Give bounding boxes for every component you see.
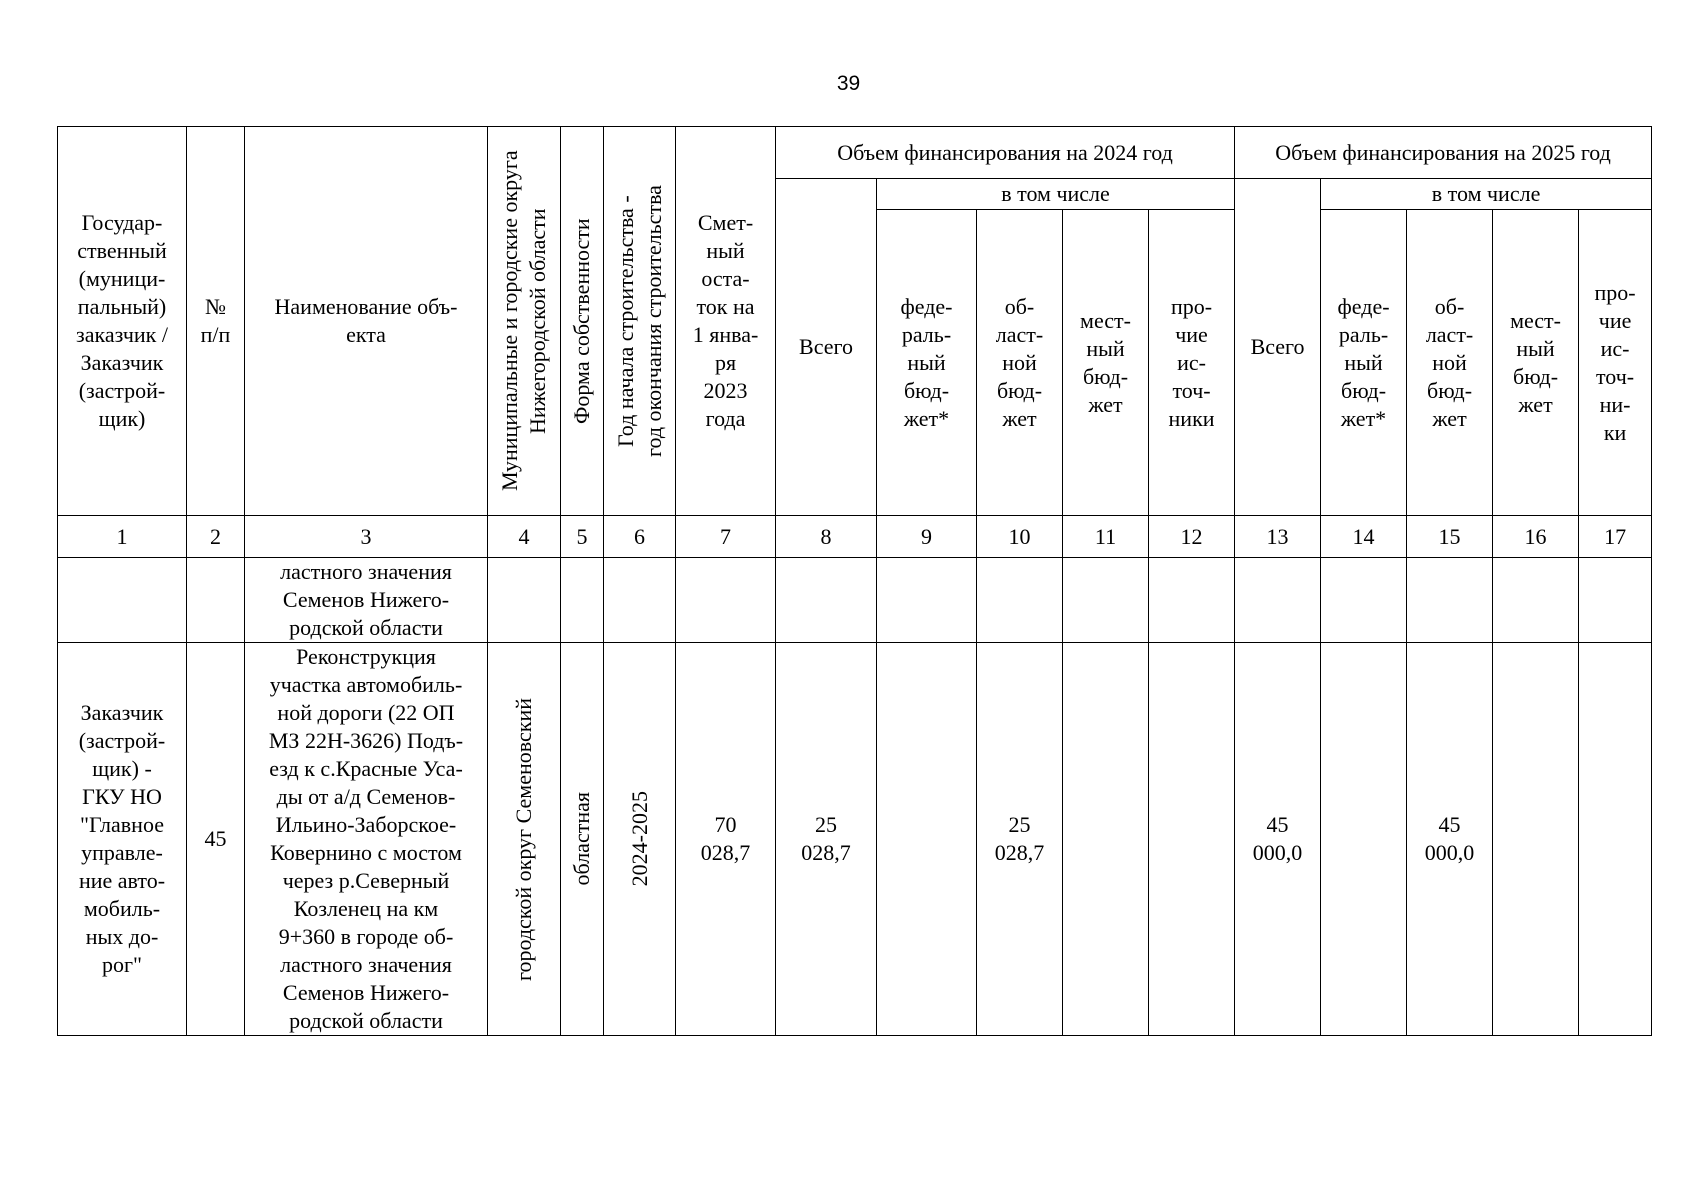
header-regional-2024: об- ласт- ной бюд- жет [977, 210, 1063, 516]
cell-customer: Заказчик (застрой- щик) - ГКУ НО "Главное управле- ние авто- мобиль- ных до- рог" [58, 643, 187, 1036]
cell-regional-2025 [1407, 558, 1493, 643]
cell-construction-years [604, 643, 676, 1036]
cell-other-2025 [1579, 643, 1652, 1036]
column-number: 4 [488, 516, 561, 558]
column-number: 13 [1235, 516, 1321, 558]
header-other-2024: про- чие ис- точ- ники [1149, 210, 1235, 516]
header-local-2024: мест- ный бюд- жет [1063, 210, 1149, 516]
cell-total-2024 [776, 558, 877, 643]
header-regional-2025: об- ласт- ной бюд- жет [1407, 210, 1493, 516]
header-other-2025: про- чие ис- точ- ни- ки [1579, 210, 1652, 516]
column-number: 12 [1149, 516, 1235, 558]
header-local-2025: мест- ный бюд- жет [1493, 210, 1579, 516]
header-ownership-form-text: Форма собственности [569, 218, 594, 424]
header-object-name: Наименование объ- екта [245, 127, 488, 516]
header-construction-years [604, 127, 676, 516]
cell-object-name: Реконструкция участка автомобиль- ной дороги (22 ОП МЗ 22Н-3626) Подъ- езд к с.Красные Уса- ды от а/д Семенов- Ильино-Заборское- Ковернино с мостом через р.Северный Козленец на км 9+360 в городе об- ластного значения Семенов Нижего- родской области [245, 643, 488, 1036]
column-numbers-row [58, 516, 1652, 558]
cell-federal-2025 [1321, 558, 1407, 643]
cell-regional-2024 [977, 558, 1063, 643]
column-number: 7 [676, 516, 776, 558]
header-total-2024: Всего [776, 179, 877, 516]
cell-regional-2025: 45 000,0 [1407, 643, 1493, 1036]
column-number: 9 [877, 516, 977, 558]
column-number: 11 [1063, 516, 1149, 558]
cell-other-2024 [1149, 643, 1235, 1036]
cell-object-name: ластного значения Семенов Нижего- родской области [245, 558, 488, 643]
cell-ownership-form-text: областная [569, 792, 594, 886]
cell-federal-2024 [877, 558, 977, 643]
header-construction-years-text: Год начала строительства - год окончания строительства [612, 185, 666, 457]
cell-total-2025: 45 000,0 [1235, 643, 1321, 1036]
header-financing-2025: Объем финансирования на 2025 год [1235, 127, 1652, 179]
financing-table [57, 126, 1652, 1036]
cell-federal-2025 [1321, 643, 1407, 1036]
header-customer: Государ- ственный (муници- пальный) заказчик / Заказчик (застрой- щик) [58, 127, 187, 516]
column-number: 1 [58, 516, 187, 558]
cell-estimated-balance [676, 558, 776, 643]
cell-federal-2024 [877, 643, 977, 1036]
column-number: 17 [1579, 516, 1652, 558]
header-financing-2024: Объем финансирования на 2024 год [776, 127, 1235, 179]
header-estimated-balance: Смет- ный оста- ток на 1 янва- ря 2023 года [676, 127, 776, 516]
header-municipal-okrug-text: Муниципальные и городские округа Нижегородской области [497, 150, 550, 492]
cell-other-2024 [1149, 558, 1235, 643]
column-number: 8 [776, 516, 877, 558]
header-including-2024: в том числе [877, 179, 1235, 210]
cell-other-2025 [1579, 558, 1652, 643]
column-number: 15 [1407, 516, 1493, 558]
header-total-2025: Всего [1235, 179, 1321, 516]
cell-municipal-okrug-text: городской округ Семеновский [511, 697, 536, 981]
header-number: № п/п [187, 127, 245, 516]
cell-local-2024 [1063, 558, 1149, 643]
header-municipal-okrug [488, 127, 561, 516]
table-row [58, 643, 1652, 1036]
column-number: 10 [977, 516, 1063, 558]
header-row-group [58, 127, 1652, 179]
cell-ownership-form [561, 558, 604, 643]
cell-local-2025 [1493, 643, 1579, 1036]
column-number: 16 [1493, 516, 1579, 558]
cell-local-2024 [1063, 643, 1149, 1036]
cell-total-2025 [1235, 558, 1321, 643]
header-federal-2025: феде- раль- ный бюд- жет* [1321, 210, 1407, 516]
header-ownership-form [561, 127, 604, 516]
cell-customer [58, 558, 187, 643]
cell-total-2024: 25 028,7 [776, 643, 877, 1036]
header-federal-2024: феде- раль- ный бюд- жет* [877, 210, 977, 516]
cell-municipal-okrug [488, 643, 561, 1036]
column-number: 5 [561, 516, 604, 558]
column-number: 14 [1321, 516, 1407, 558]
cell-number: 45 [187, 643, 245, 1036]
cell-municipal-okrug [488, 558, 561, 643]
table-row [58, 558, 1652, 643]
column-number: 6 [604, 516, 676, 558]
cell-number [187, 558, 245, 643]
cell-ownership-form [561, 643, 604, 1036]
cell-local-2025 [1493, 558, 1579, 643]
page-number: 39 [836, 72, 861, 95]
column-number: 3 [245, 516, 488, 558]
cell-construction-years [604, 558, 676, 643]
cell-estimated-balance: 70 028,7 [676, 643, 776, 1036]
cell-construction-years-text: 2024-2025 [626, 791, 652, 887]
header-including-2025: в том числе [1321, 179, 1652, 210]
cell-regional-2024: 25 028,7 [977, 643, 1063, 1036]
column-number: 2 [187, 516, 245, 558]
